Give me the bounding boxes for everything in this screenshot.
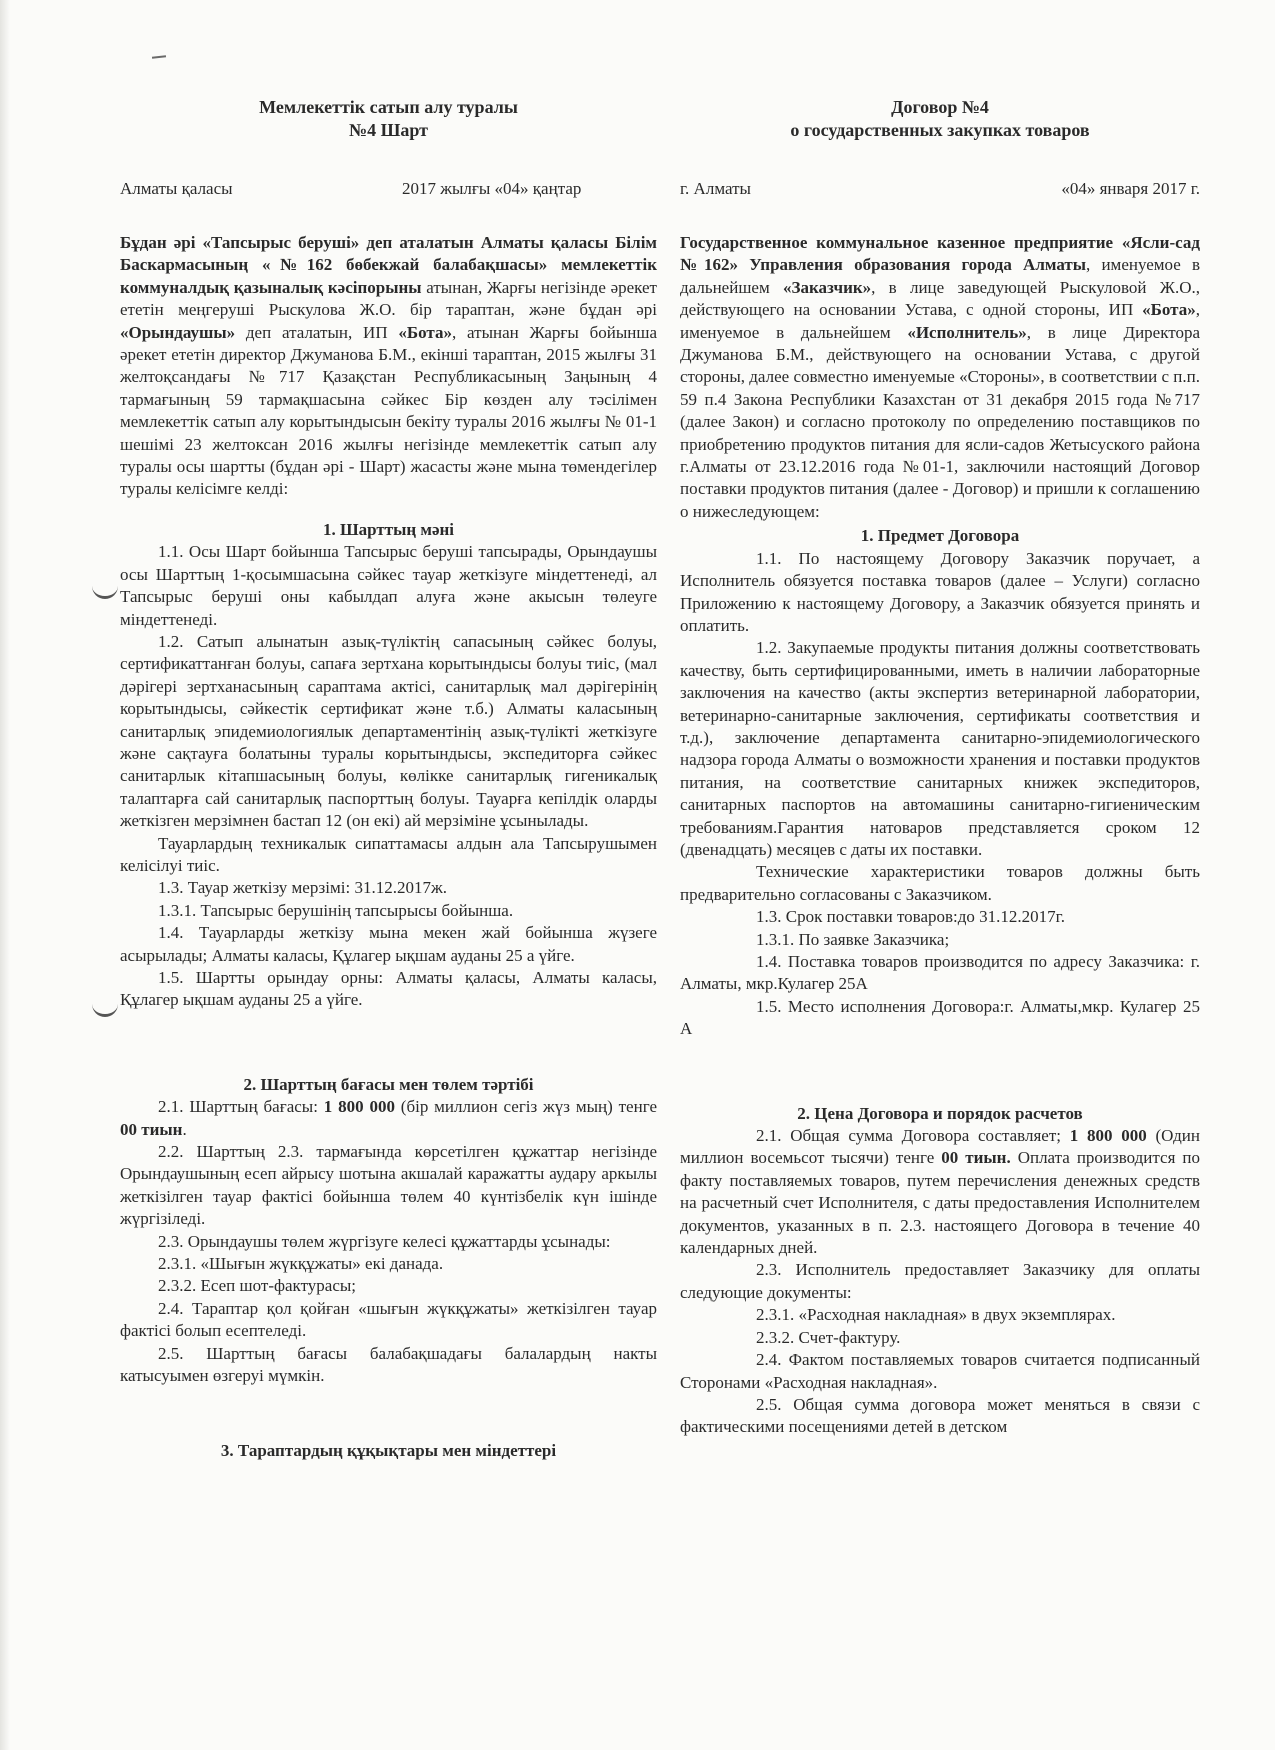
kz-clause: 2.3. Орындаушы төлем жүргізуге келесі құжаттарды ұсынады:: [158, 1231, 611, 1251]
ru-section-heading: 1. Предмет Договора: [860, 526, 1020, 546]
kz-clause: 1.3. Тауар жеткізу мерзімі: 31.12.2017ж.: [158, 878, 447, 898]
kz-clause: 1.3.1. Тапсырыс берушінің тапсырысы бойынша.: [158, 900, 514, 920]
ru-clause: 1.4. Поставка товаров производится по адресу Заказчика: г. Алматы, мкр.Кулагер 25А: [680, 952, 1200, 994]
ru-clause: 1.3. Срок поставки товаров:до 31.12.2017г.: [756, 907, 1065, 927]
kz-clause: Тауарлардың техникалык сипаттамасы алдын ала Тапсырушымен келісілуі тиіс.: [120, 833, 657, 875]
pen-mark: [152, 55, 166, 58]
ru-place: г. Алматы: [680, 179, 751, 198]
ru-place-date: [680, 178, 1200, 202]
punch-hole-mark: [92, 582, 118, 599]
ru-section-heading: 2. Цена Договора и порядок расчетов: [797, 1103, 1083, 1123]
kz-preamble-part: , атынан Жарғы бойынша әрекет ететін директор Джуманова Б.М., екінші тараптан, 2015 жылғы 31 желтоқсандағы №717 Қазақстан Республикасының Заңының 4 тармағының 59 тармақшасына сәйкес Бір көзден алу тәсілімен мемлекеттік сатып алу корытындысын бекіту туралы 2016 жылғы № 01-1 шешімі 23 желтоксан 2016 жылғы негізінде мемлекеттік сатып алу туралы осы шартты (бұдан әрі - Шарт) жасасты және мына төмендегілер туралы келісімге келді:: [120, 322, 657, 499]
kz-preamble: [120, 232, 657, 501]
ru-clause: Технические характеристики товаров должны быть предварительно согласованы с Заказчиком.: [680, 862, 1200, 904]
kz-price-part: 1 800 000: [323, 1097, 395, 1117]
punch-hole-mark: [92, 1000, 118, 1017]
kz-clause: 1.4. Тауарларды жеткізу мына мекен жай бойынша жүзеге асырылады; Алматы каласы, Құлагер ықшам ауданы 25 а үйге.: [120, 923, 657, 965]
kz-price-part: .: [182, 1119, 187, 1139]
spacer: [120, 1388, 657, 1422]
ru-clause: 2.3.2. Счет-фактуру.: [756, 1327, 901, 1347]
ru-price-part: 00 тиын.: [941, 1148, 1011, 1168]
ru-price-part: 1 800 000: [1069, 1126, 1147, 1146]
kz-preamble-part: Бұдан әрі «Тапсырыс беруші» деп аталатын Алматы қаласы Білім Баскармасының «№162 бөбекжай балабақшасы» мемлекеттік коммуналдық қазыналық кәсіпорыны: [120, 233, 657, 297]
ru-preamble-part: Государственное коммунальное казенное предприятие «Ясли-сад №162» Управления образования города Алматы: [680, 233, 1200, 275]
kz-date: 2017 жылғы «04» қаңтар: [402, 179, 582, 198]
kz-clause: 1.5. Шартты орындау орны: Алматы қаласы, Алматы каласы, Құлагер ықшам ауданы 25 а үйге.: [120, 968, 657, 1010]
ru-preamble-part: , именуемое в дальнейшем: [680, 300, 1200, 342]
kz-section-heading: 3. Тараптардың құқықтары мен міндеттері: [220, 1440, 557, 1460]
kz-clause: 2.3.2. Есеп шот-фактурасы;: [158, 1276, 357, 1296]
kz-clause: 2.2. Шарттың 2.3. тармағында көрсетілген құжаттар негізінде Орындаушының есеп айрысу шотына акшалай каражатты аудару аркылы жеткізілген тауар фактісі бойынша төлем 40 күнтізбелік күн ішінде жүргізіледі.: [120, 1142, 657, 1229]
kz-preamble-part: «Орындаушы»: [120, 322, 236, 342]
kz-preamble-part: «Бота»: [398, 322, 452, 342]
kz-price-part: (бір миллион сегіз жүз мың) тенге: [394, 1097, 657, 1117]
kz-title-line: №4 Шарт: [349, 120, 428, 140]
kz-place-date: [120, 178, 657, 202]
ru-clause: 2.5. Общая сумма договора может меняться в связи с фактическими посещениями детей в детском: [680, 1394, 1200, 1437]
ru-preamble: [680, 232, 1200, 523]
ru-preamble-part: , в лице Директора Джуманова Б.М., действующего на основании Устава, с другой стороны, далее совместно именуемые «Стороны», в соответствии с п.п. 59 п.4 Закона Республики Казахстан от 31 декабря 2015 года №717 (далее Закон) и согласно протоколу по определению поставщиков по приобретению продуктов питания для ясли-садов Жетысуского района г.Алматы от 23.12.2016 года №01-1, заключили настоящий Договор поставки продуктов питания (далее - Договор) и пришли к соглашению о нижеследующем:: [680, 322, 1200, 521]
ru-price-part: (Один миллион восемьсот тысячи) тенге: [680, 1126, 1200, 1168]
ru-preamble-part: «Исполнитель»: [907, 322, 1027, 342]
ru-clause: 1.5. Место исполнения Договора:г. Алматы,мкр. Кулагер 25 А: [680, 996, 1200, 1039]
ru-clause: 2.3.1. «Расходная накладная» в двух экземплярах.: [756, 1305, 1116, 1325]
ru-title-line: о государственных закупках товаров: [790, 120, 1090, 140]
kz-clause: 2.4. Тараптар қол қойған «шығын жүкқұжаты» жеткізілген тауар фактісі болып есептеледі.: [120, 1298, 657, 1341]
russian-column: [680, 96, 1200, 1439]
kz-clause: 2.5. Шарттың бағасы балабақшадағы балалардың накты катысуымен өзгеруі мүмкін.: [120, 1343, 657, 1386]
kz-clause: 1.2. Сатып алынатын азық-түліктің сапасының сәйкес болуы, сертификаттанған болуы, сапаға зертхана корытындысы болуы тиіс, (мал дәрігері зертханасының сараптама актісі, санитарлық мал дәрігерінің корытындысы, сәйкестік сертификат және т.б.) Алматы каласының санитарлық эпидемиологиялык департаментінің азық-түлікті жеткізуге және сақтауға болатыны туралы корытындысы, экспедиторға сәйкес санитарлык кітапшасының болуы, көлікке санитарлық гигеникалық талаптарға сай санитарлық паспорттың болуы. Тауарға кепілдік оларды жеткізген мерзімнен бастап 12 (он екі) ай мерзіміне ұсынылады.: [120, 631, 657, 831]
ru-preamble-part: «Заказчик»: [782, 277, 872, 297]
ru-price-part: Оплата производится по факту поставляемых товаров, путем перечисления денежных средств на расчетный счет Исполнителя, с даты предоставления Исполнителем документов, указанных в п. 2.3. настоящего Договора в течение 40 календарных дней.: [680, 1148, 1200, 1258]
kz-clause: 1.1. Осы Шарт бойынша Тапсырыс беруші тапсырады, Орындаушы осы Шарттың 1-қосымшасына сәйкес тауар жеткізуге міндеттенеді, ал Тапсырыс беруші оны кабылдап алуға және акысын төлеуге міндеттенеді.: [120, 542, 657, 629]
ru-preamble-part: , в лице заведующей Рыскуловой Ж.О., действующего на основании Устава, с одной стороны, ИП: [680, 277, 1200, 320]
ru-clause: 1.2. Закупаемые продукты питания должны соответствовать качеству, быть сертифицированными, иметь в наличии лабораторные заключения на качество (акты экспертиз ветеринарной лаборатории, ветеринарно-санитарные заключения, сертификаты соответствия и т.д.), заключение департамента санитарно-эпидемиологического надзора города Алматы о возможности хранения и поставки продуктов питания, на соответствие санитарных книжек экспедиторов, санитарных паспортов на автомашины санитарно-гигиеническим требованиям.Гарантия натоваров представляется сроком 12 (двенадцать) месяцев с даты их поставки.: [680, 638, 1200, 859]
spacer: [120, 1012, 657, 1056]
kz-section-heading: 1. Шарттың мәні: [322, 519, 455, 539]
ru-date: «04» января 2017 г.: [1061, 179, 1200, 198]
ru-price-part: 2.1. Общая сумма Договора составляет;: [756, 1126, 1070, 1146]
spacer: [680, 1041, 1200, 1085]
kazakh-column: [120, 96, 657, 1462]
kz-clause-price: [120, 1096, 657, 1141]
ru-clause: 1.3.1. По заявке Заказчика;: [756, 929, 950, 949]
kz-preamble-part: деп аталатын, ИП: [235, 322, 399, 342]
ru-clause-price: [680, 1125, 1200, 1259]
kz-price-part: 2.1. Шарттың бағасы:: [158, 1097, 324, 1117]
ru-clause: 2.4. Фактом поставляемых товаров считается подписанный Сторонами «Расходная накладная».: [680, 1350, 1200, 1392]
kz-title-line: Мемлекеттік сатып алу туралы: [259, 97, 518, 117]
ru-title: [680, 96, 1200, 142]
ru-preamble-part: , именуемое в дальнейшем: [680, 255, 1201, 297]
ru-clause: 1.1. По настоящему Договору Заказчик поручает, а Исполнитель обязуется поставка товаров (далее – Услуги) согласно Приложению к настоящему Договору, а Заказчик обязуется принять и оплатить.: [680, 548, 1200, 635]
scan-edge-shadow: [0, 0, 10, 1750]
kz-preamble-part: атынан, Жарғы негізінде әрекет ететін меңгеруші Рыскулова Ж.О. бір тараптан, және бұдан әрі: [120, 277, 657, 320]
kz-clause: 2.3.1. «Шығын жүкқұжаты» екі данада.: [158, 1254, 444, 1274]
kz-title: [120, 96, 657, 142]
kz-place: Алматы қаласы: [120, 179, 233, 198]
ru-title-line: Договор №4: [891, 97, 989, 117]
kz-price-part: 00 тиын: [120, 1119, 183, 1139]
ru-preamble-part: «Бота»: [1142, 300, 1196, 320]
kz-section-heading: 2. Шарттың бағасы мен төлем тәртібі: [243, 1074, 534, 1094]
ru-clause: 2.3. Исполнитель предоставляет Заказчику для оплаты следующие документы:: [680, 1260, 1200, 1302]
